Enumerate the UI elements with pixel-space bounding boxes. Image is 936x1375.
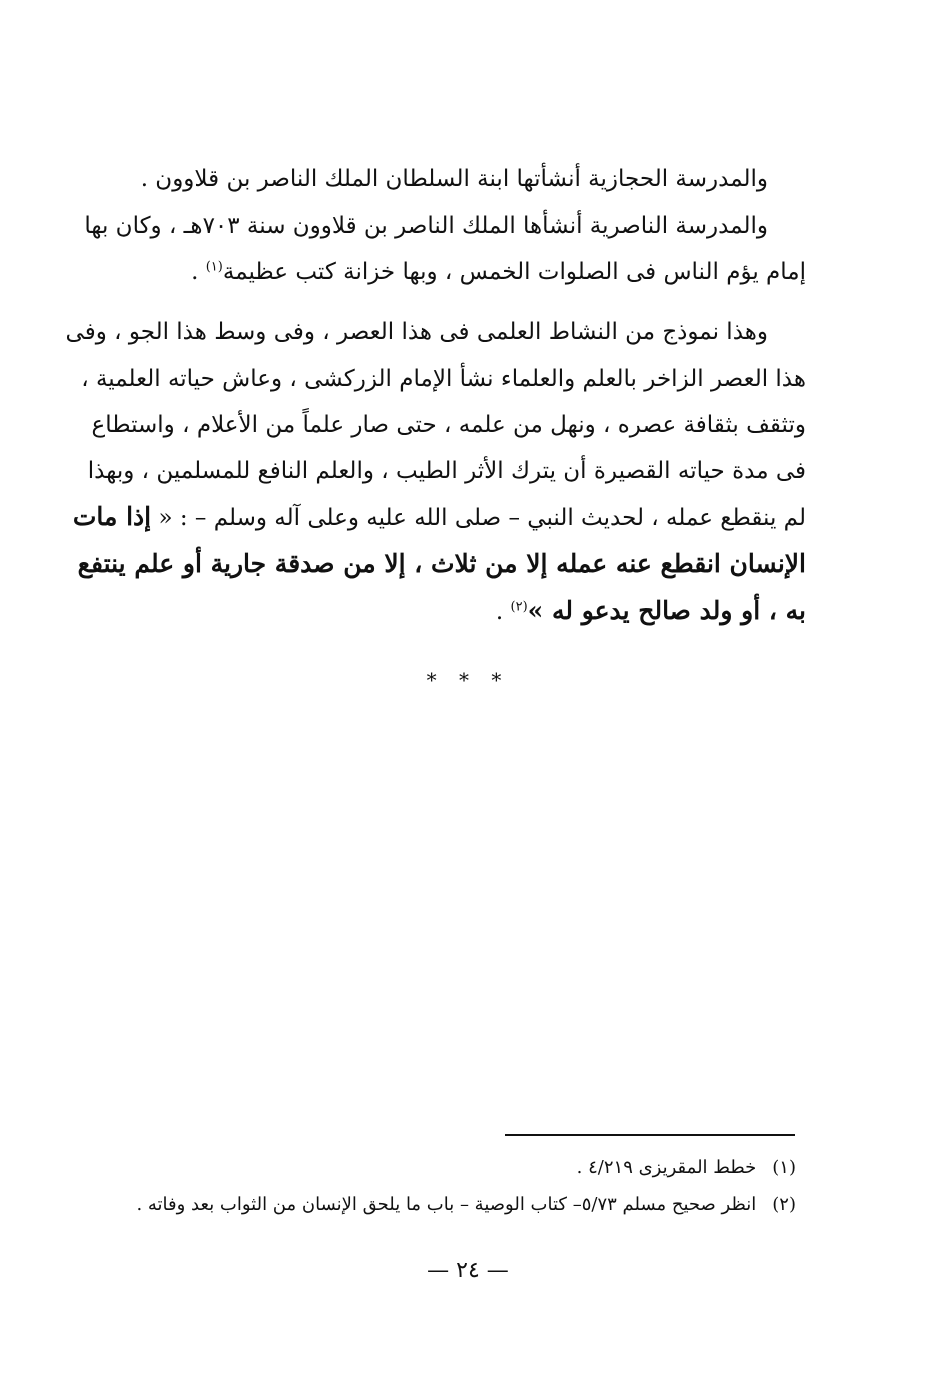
body-line-8 [72, 494, 806, 541]
footnote-ref-1: (١) [205, 259, 223, 275]
footnote-ref-2: (٢) [510, 599, 528, 615]
section-separator: * * * [426, 668, 510, 692]
body-line-9-hadith: الإنسان انقطع عنه عمله إلا من ثلاث ، إلا من صدقة جارية أو علم ينتفع [77, 549, 806, 578]
footnote-1 [577, 1153, 796, 1183]
footnote-2-text: انظر صحيح مسلم ٥/٧٣– كتاب الوصية – باب ما يلحق الإنسان من الثواب بعد وفاته . [136, 1194, 757, 1215]
body-line-3-text: إمام يؤم الناس فى الصلوات الخمس ، وبها خزانة كتب عظيمة [222, 259, 806, 285]
footnote-2 [136, 1190, 796, 1220]
body-line-6: وتثقف بثقافة عصره ، ونهل من علمه ، حتى صار علماً من الأعلام ، واستطاع [91, 412, 806, 438]
body-line-10 [126, 588, 806, 635]
hadith-start: إذا مات [72, 502, 152, 531]
body-line-2: والمدرسة الناصرية أنشأها الملك الناصر بن قلاوون سنة ٧٠٣هـ ، وكان بها [84, 213, 768, 239]
period-2: . [495, 599, 504, 625]
body-line-4: وهذا نموذج من النشاط العلمى فى هذا العصر ، وفى وسط هذا الجو ، وفى [65, 319, 768, 345]
footnote-1-number: (١) [772, 1157, 796, 1178]
footnote-1-text: خطط المقريزى ٤/٢١٩ . [576, 1157, 757, 1178]
period-1: . [191, 259, 199, 285]
body-line-1: والمدرسة الحجازية أنشأتها ابنة السلطان الملك الناصر بن قلاوون . [140, 166, 768, 192]
body-line-3 [126, 249, 806, 295]
page-number: — ٢٤ — [427, 1258, 509, 1283]
footnote-divider [505, 1134, 795, 1136]
footnote-2-number: (٢) [772, 1194, 796, 1215]
hadith-end: به ، أو ولد صالح يدعو له » [527, 596, 806, 625]
body-line-7: فى مدة حياته القصيرة أن يترك الأثر الطيب ، والعلم النافع للمسلمين ، وبهذا [87, 458, 806, 484]
body-line-8-text: لم ينقطع عمله ، لحديث النبي – صلى الله عليه وعلى آله وسلم – : « [158, 505, 806, 531]
body-line-5: هذا العصر الزاخر بالعلم والعلماء نشأ الإمام الزركشى ، وعاش حياته العلمية ، [81, 366, 806, 392]
